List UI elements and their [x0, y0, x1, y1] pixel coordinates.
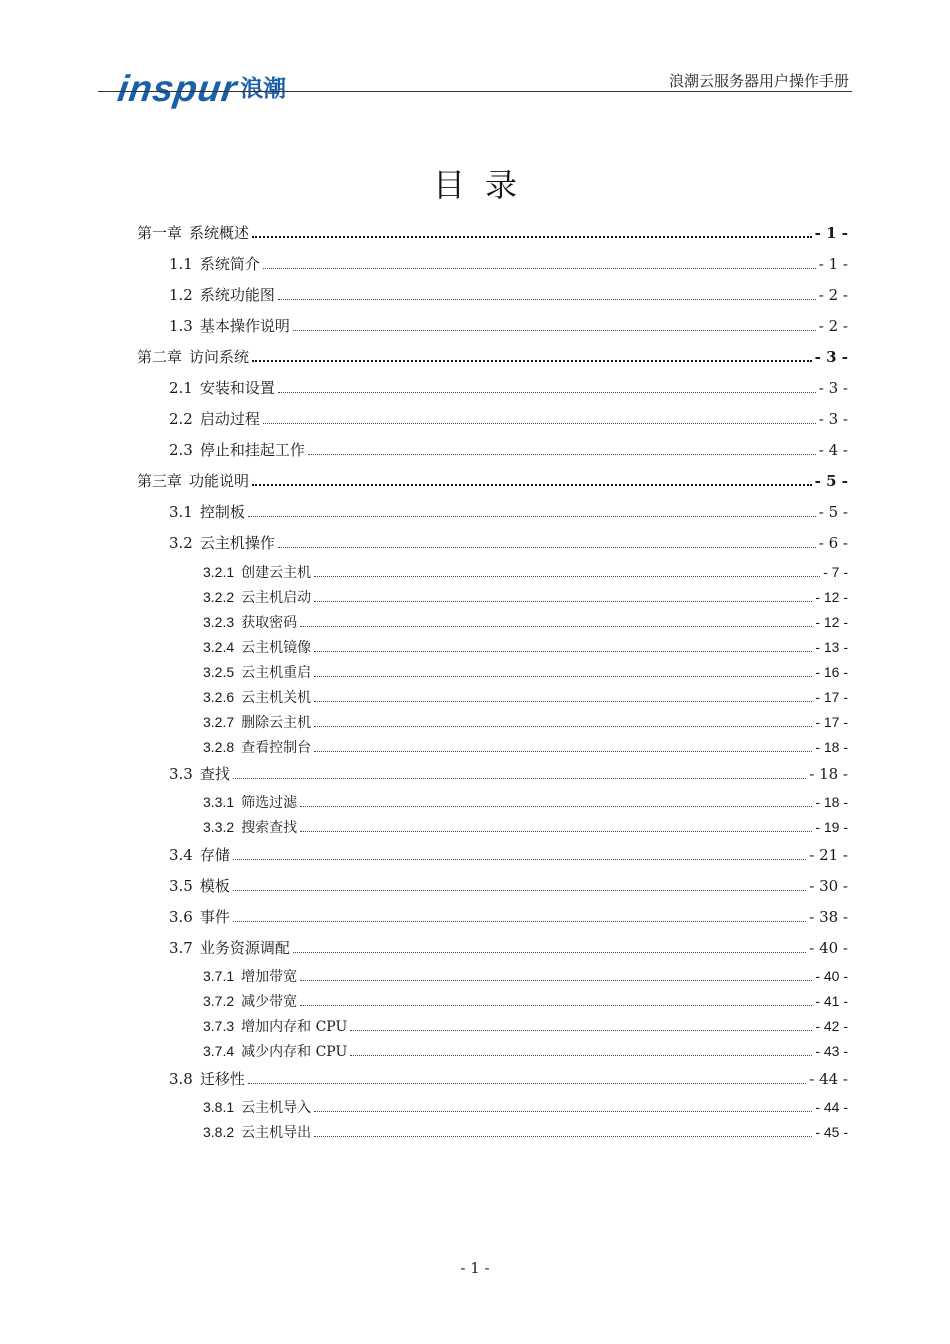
toc-entry-text: 停止和挂起工作 — [199, 441, 305, 459]
inspur-logo — [115, 68, 287, 109]
toc-entry-number: 1.3 — [169, 317, 193, 335]
toc-entry[interactable] — [169, 1068, 848, 1090]
toc-entry-number: 3.2.5 — [203, 664, 235, 680]
toc-entry[interactable] — [169, 763, 848, 785]
toc-entry-label — [137, 346, 249, 368]
toc-dot-leader — [300, 979, 812, 981]
toc-dot-leader — [233, 858, 806, 860]
toc-dot-leader — [278, 546, 816, 548]
toc-entry[interactable] — [169, 439, 848, 461]
toc-entry[interactable] — [203, 636, 848, 658]
toc-entry-label — [169, 501, 245, 523]
toc-entry-text: 查找 — [199, 765, 230, 783]
toc-entry[interactable] — [203, 1040, 848, 1062]
toc-entry[interactable] — [169, 377, 848, 399]
toc-entry-text: 云主机导入 — [241, 1100, 312, 1116]
toc-entry-page: - 42 - — [815, 1018, 848, 1034]
toc-entry-text: 云主机操作 — [199, 534, 275, 552]
toc-entry-number: 3.8 — [169, 1070, 193, 1088]
toc-entry-label — [169, 439, 305, 461]
toc-entry-label — [203, 711, 311, 734]
toc-entry[interactable] — [203, 736, 848, 758]
toc-entry-page: - 18 - — [809, 765, 848, 783]
toc-entry[interactable] — [203, 561, 848, 583]
toc-entry[interactable] — [203, 816, 848, 838]
header-divider — [98, 91, 852, 92]
toc-entry-text: 启动过程 — [199, 410, 260, 428]
toc-dot-leader — [252, 235, 812, 238]
toc-entry-number: 3.2 — [169, 534, 193, 552]
toc-entry-text: 云主机镜像 — [241, 640, 312, 656]
toc-entry-label — [169, 1068, 245, 1090]
toc-entry-page: - 5 - — [814, 472, 848, 490]
toc-entry-label — [203, 1015, 347, 1038]
toc-entry-text: 控制板 — [199, 503, 245, 521]
toc-entry-page: - 3 - — [818, 410, 848, 428]
toc-entry[interactable] — [137, 222, 848, 244]
toc-entry-page: - 12 - — [815, 589, 848, 605]
toc-entry-label — [169, 408, 260, 430]
toc-entry-number: 3.7.2 — [203, 993, 235, 1009]
toc-entry[interactable] — [203, 791, 848, 813]
toc-entry[interactable] — [137, 346, 848, 368]
toc-entry-text: 基本操作说明 — [199, 317, 290, 335]
toc-entry-number: 3.8.2 — [203, 1124, 235, 1140]
toc-entry-page: - 17 - — [815, 689, 848, 705]
toc-entry-text: 系统简介 — [199, 255, 260, 273]
toc-entry-page: - 6 - — [818, 534, 848, 552]
toc-dot-leader — [314, 675, 812, 677]
toc-entry-text: 迁移性 — [199, 1070, 245, 1088]
toc-entry-number: 1.1 — [169, 255, 193, 273]
toc-entry[interactable] — [169, 844, 848, 866]
toc-dot-leader — [263, 267, 816, 269]
toc-entry-label — [203, 990, 297, 1013]
toc-entry-number: 第三章 — [137, 472, 183, 490]
toc-entry[interactable] — [169, 906, 848, 928]
toc-entry-number: 3.6 — [169, 908, 193, 926]
toc-entry-text: 访问系统 — [189, 348, 250, 366]
toc-entry-number: 3.3 — [169, 765, 193, 783]
toc-entry[interactable] — [169, 532, 848, 554]
toc-entry-label — [203, 1040, 347, 1063]
toc-entry-number: 3.2.8 — [203, 739, 235, 755]
toc-entry-number: 1.2 — [169, 286, 193, 304]
toc-dot-leader — [308, 453, 816, 455]
toc-entry[interactable] — [203, 1096, 848, 1118]
footer-page-number: - 1 - — [460, 1259, 490, 1277]
toc-entry-number: 2.1 — [169, 379, 193, 397]
toc-entry-label — [169, 875, 230, 897]
toc-entry-label — [203, 736, 311, 759]
toc-entry-text: 事件 — [199, 908, 230, 926]
toc-entry-label — [169, 315, 290, 337]
toc-dot-leader — [252, 359, 812, 362]
toc-entry-label — [137, 222, 249, 244]
toc-entry[interactable] — [169, 253, 848, 275]
toc-entry-label — [169, 844, 230, 866]
toc-entry[interactable] — [169, 937, 848, 959]
toc-entry-label — [137, 470, 249, 492]
toc-entry-number: 3.7.4 — [203, 1043, 235, 1059]
toc-entry-number: 3.2.4 — [203, 639, 235, 655]
toc-dot-leader — [252, 483, 812, 486]
toc-entry-page: - 41 - — [815, 993, 848, 1009]
toc-entry-page: - 18 - — [815, 739, 848, 755]
toc-dot-leader — [300, 1004, 812, 1006]
toc-dot-leader — [314, 700, 812, 702]
toc-entry-page: - 40 - — [809, 939, 848, 957]
toc-entry-text: 业务资源调配 — [199, 939, 290, 957]
toc-entry[interactable] — [203, 661, 848, 683]
toc-dot-leader — [263, 422, 816, 424]
toc-entry-page: - 44 - — [809, 1070, 848, 1088]
toc-entry-page: - 1 - — [814, 224, 848, 242]
toc-entry[interactable] — [169, 315, 848, 337]
toc-dot-leader — [314, 1135, 812, 1137]
toc-entry-number: 3.3.1 — [203, 794, 235, 810]
toc-entry-number: 3.5 — [169, 877, 193, 895]
toc-entry[interactable] — [203, 611, 848, 633]
toc-entry-label — [203, 965, 297, 988]
toc-entry-page: - 12 - — [815, 614, 848, 630]
toc-entry-text: 安装和设置 — [199, 379, 275, 397]
toc-dot-leader — [233, 920, 806, 922]
toc-dot-leader — [233, 889, 806, 891]
toc-entry-number: 3.8.1 — [203, 1099, 235, 1115]
toc-entry-number: 3.2.6 — [203, 689, 235, 705]
toc-dot-leader — [248, 1082, 806, 1084]
toc-entry-label — [169, 763, 230, 785]
toc-dot-leader — [278, 391, 816, 393]
toc-entry-page: - 44 - — [815, 1099, 848, 1115]
toc-entry-number: 3.3.2 — [203, 819, 235, 835]
toc-dot-leader — [293, 329, 816, 331]
toc-entry-label — [203, 611, 297, 634]
toc-entry-label — [169, 906, 230, 928]
toc-entry-page: - 2 - — [818, 286, 848, 304]
document-title: 浪潮云服务器用户操作手册 — [668, 72, 849, 90]
toc-entry-label — [203, 686, 311, 709]
toc-entry-label — [203, 661, 311, 684]
toc-entry-number: 2.3 — [169, 441, 193, 459]
page-header — [0, 0, 950, 112]
toc-entry[interactable] — [169, 284, 848, 306]
toc-entry-text: 云主机启动 — [241, 590, 312, 606]
logo-chinese-text: 浪潮 — [240, 76, 287, 102]
toc-dot-leader — [300, 805, 812, 807]
toc-entry[interactable] — [203, 711, 848, 733]
toc-entry-label — [169, 532, 275, 554]
toc-entry-text: 云主机导出 — [241, 1125, 312, 1141]
toc-entry[interactable] — [203, 1015, 848, 1037]
toc-entry-label — [203, 816, 297, 839]
toc-entry-label — [203, 1096, 311, 1119]
toc-dot-leader — [300, 625, 812, 627]
toc-entry-label — [203, 636, 311, 659]
toc-entry[interactable] — [169, 408, 848, 430]
toc-entry-number: 3.2.2 — [203, 589, 235, 605]
toc-dot-leader — [314, 725, 812, 727]
toc-entry-number: 3.7.1 — [203, 968, 235, 984]
toc-entry[interactable] — [137, 470, 848, 492]
toc-dot-leader — [300, 830, 812, 832]
toc-entry-text: 功能说明 — [189, 472, 250, 490]
toc-entry-number: 3.4 — [169, 846, 193, 864]
toc-entry-number: 第二章 — [137, 348, 183, 366]
toc-entry[interactable] — [203, 686, 848, 708]
toc-entry-page: - 13 - — [815, 639, 848, 655]
toc-entry-page: - 3 - — [814, 348, 848, 366]
toc-entry-text: 创建云主机 — [241, 565, 312, 581]
toc-dot-leader — [233, 777, 806, 779]
toc-entry-page: - 21 - — [809, 846, 848, 864]
toc-entry-text: 减少内存和 CPU — [241, 1044, 348, 1060]
toc-entry-page: - 30 - — [809, 877, 848, 895]
toc-entry-text: 查看控制台 — [241, 740, 312, 756]
toc-dot-leader — [314, 1110, 812, 1112]
toc-dot-leader — [314, 575, 820, 577]
toc-entry-text: 增加内存和 CPU — [241, 1019, 348, 1035]
toc-entry-label — [169, 377, 275, 399]
toc-dot-leader — [314, 600, 812, 602]
toc-entry-text: 搜索查找 — [241, 820, 298, 836]
toc-entry-number: 3.2.1 — [203, 564, 235, 580]
toc-entry-page: - 4 - — [818, 441, 848, 459]
toc-entry-page: - 40 - — [815, 968, 848, 984]
toc-dot-leader — [350, 1054, 812, 1056]
toc-entry-number: 3.2.7 — [203, 714, 235, 730]
toc-entry-text: 增加带宽 — [241, 969, 298, 985]
toc-entry[interactable] — [203, 1121, 848, 1143]
toc-entry-page: - 19 - — [815, 819, 848, 835]
toc-entry-page: - 5 - — [818, 503, 848, 521]
toc-dot-leader — [293, 951, 806, 953]
toc-heading: 目录 — [432, 166, 537, 204]
toc-entry-text: 模板 — [199, 877, 230, 895]
toc-entry-page: - 45 - — [815, 1124, 848, 1140]
toc-entry-page: - 16 - — [815, 664, 848, 680]
toc-entry-page: - 43 - — [815, 1043, 848, 1059]
toc-entry-page: - 2 - — [818, 317, 848, 335]
toc-entry[interactable] — [169, 875, 848, 897]
toc-entry-number: 3.2.3 — [203, 614, 235, 630]
toc-entry-label — [169, 937, 290, 959]
toc-entry-number: 2.2 — [169, 410, 193, 428]
toc-entry-label — [203, 561, 311, 584]
toc-entry-page: - 18 - — [815, 794, 848, 810]
toc-dot-leader — [278, 298, 816, 300]
toc-entry-label — [203, 1121, 311, 1144]
logo-latin-text: inspur — [115, 68, 241, 109]
toc-entry-page: - 3 - — [818, 379, 848, 397]
toc-dot-leader — [314, 750, 812, 752]
toc-entry[interactable] — [203, 586, 848, 608]
toc-entry-page: - 17 - — [815, 714, 848, 730]
toc-entry-number: 3.7.3 — [203, 1018, 235, 1034]
toc-entry-label — [203, 791, 297, 814]
toc-entry-text: 系统功能图 — [199, 286, 275, 304]
toc-entry-page: - 1 - — [818, 255, 848, 273]
toc-entry-text: 云主机重启 — [241, 665, 312, 681]
toc-entry-page: - 38 - — [809, 908, 848, 926]
toc-entry[interactable] — [169, 501, 848, 523]
toc-entry[interactable] — [203, 990, 848, 1012]
toc-dot-leader — [248, 515, 816, 517]
toc-entry-number: 3.1 — [169, 503, 193, 521]
toc-entry-text: 筛选过滤 — [241, 795, 298, 811]
toc-entry-text: 删除云主机 — [241, 715, 312, 731]
toc-dot-leader — [314, 650, 812, 652]
toc-entry-label — [169, 253, 260, 275]
toc-entry[interactable] — [203, 965, 848, 987]
toc-dot-leader — [350, 1029, 812, 1031]
toc-entry-text: 减少带宽 — [241, 994, 298, 1010]
toc-entry-label — [203, 586, 311, 609]
toc-entry-text: 获取密码 — [241, 615, 298, 631]
toc-entry-page: - 7 - — [823, 564, 848, 580]
toc-entry-label — [169, 284, 275, 306]
toc-entry-text: 云主机关机 — [241, 690, 312, 706]
toc-entry-number: 3.7 — [169, 939, 193, 957]
toc-entry-text: 系统概述 — [189, 224, 250, 242]
toc-entry-text: 存储 — [199, 846, 230, 864]
toc-entry-number: 第一章 — [137, 224, 183, 242]
